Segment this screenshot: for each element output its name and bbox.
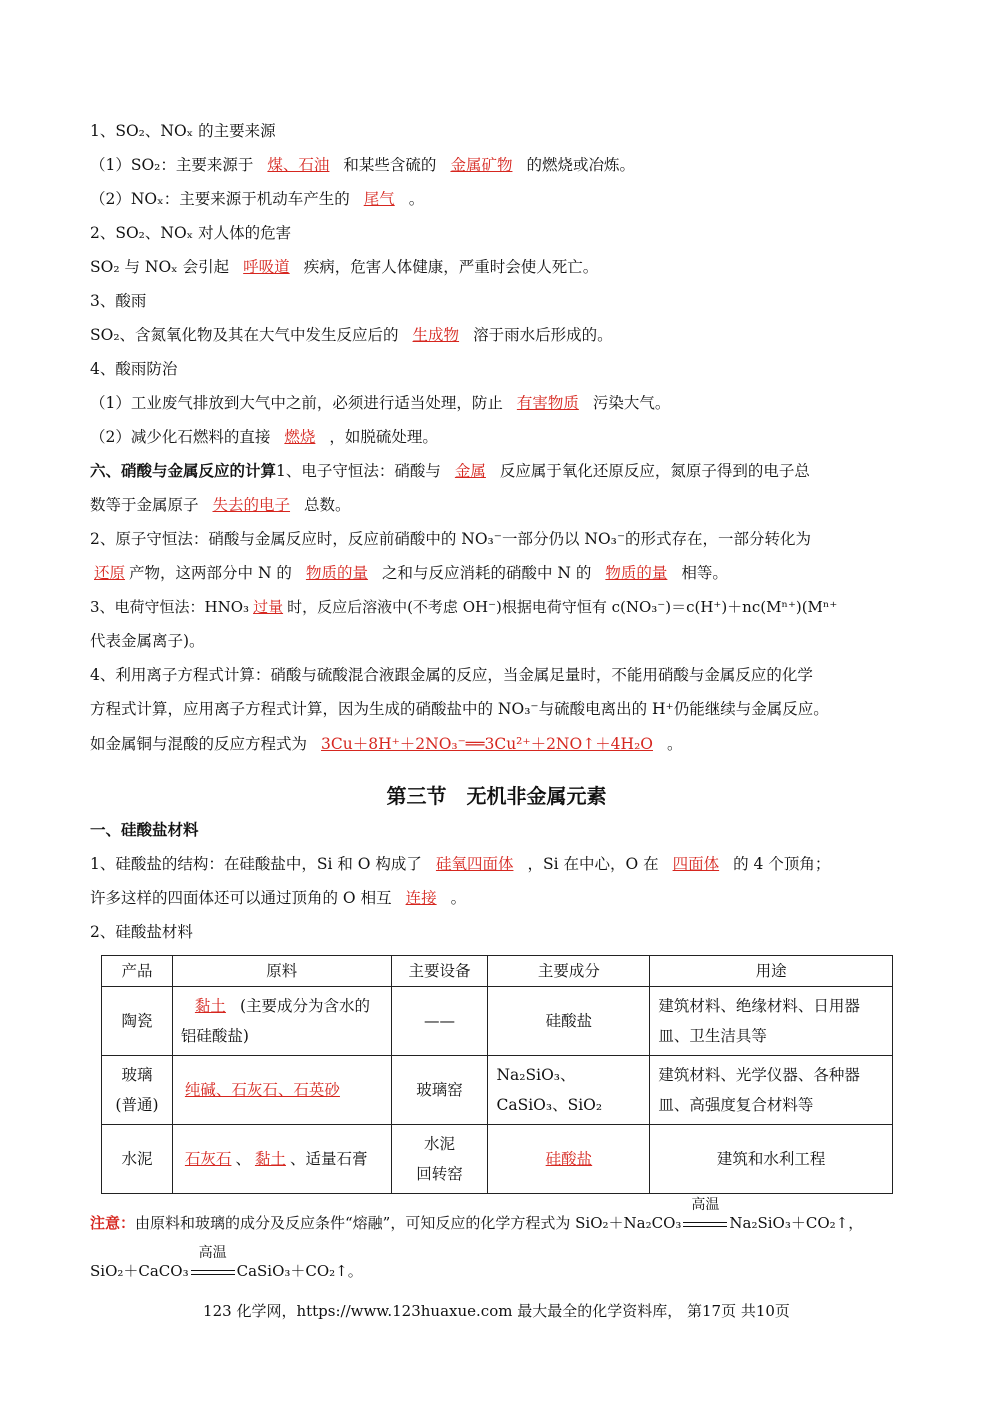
- line-so2-source: （1）SO₂：主要来源于 煤、石油 和某些含硫的 金属矿物 的燃烧或冶炼。: [90, 156, 635, 174]
- line-atom-conservation: 2、原子守恒法：硝酸与金属反应时，反应前硝酸中的 NO₃⁻一部分仍以 NO₃⁻的形式存在，一部分转化为: [90, 530, 812, 548]
- answer-lost-electrons: 失去的电子: [212, 496, 291, 514]
- cell-raw-material: 黏土 (主要成分为含水的铝硅酸盐): [172, 987, 391, 1056]
- heading-harm: 2、SO₂、NOₓ 对人体的危害: [90, 224, 292, 242]
- answer-silicate: 硅酸盐: [545, 1150, 593, 1168]
- note-line-2: SiO₂＋CaCO₃ 高温 CaSiO₃＋CO₂↑。: [90, 1245, 363, 1280]
- double-arrow-icon: [683, 1222, 727, 1227]
- cell-equipment: 水泥 回转窑: [391, 1125, 488, 1194]
- line-ionic-equation-cont: 方程式计算，应用离子方程式计算，因为生成的硝酸盐中的 NO₃⁻与硫酸电离出的 H⁺仍能继续与金属反应。: [90, 700, 829, 718]
- heading-prevention: 4、酸雨防治: [90, 360, 178, 378]
- answer-burning: 燃烧: [284, 428, 316, 446]
- answer-connect: 连接: [405, 889, 437, 907]
- answer-metal-ore: 金属矿物: [450, 156, 513, 174]
- heading-silicate-materials: 一、硅酸盐材料: [90, 820, 199, 839]
- note-label: 注意：: [90, 1214, 136, 1232]
- line-prevention-1: （1）工业废气排放到大气中之前，必须进行适当处理，防止 有害物质 污染大气。: [90, 394, 671, 412]
- heading-sources: 1、SO₂、NOₓ 的主要来源: [90, 122, 276, 140]
- line-copper-reaction: 如金属铜与混酸的反应方程式为 3Cu＋8H⁺＋2NO₃⁻══3Cu²⁺＋2NO↑＋4H₂O 。: [90, 735, 683, 753]
- line-silicate-structure-cont: 许多这样的四面体还可以通过顶角的 O 相互 连接 。: [90, 889, 467, 907]
- answer-exhaust: 尾气: [363, 190, 395, 208]
- double-arrow-icon: [191, 1270, 235, 1275]
- header-use: 用途: [650, 956, 893, 987]
- cell-equipment: 玻璃窑: [391, 1056, 488, 1125]
- table-header-row: [102, 956, 893, 987]
- cell-product: 玻璃 (普通): [102, 1056, 173, 1125]
- cell-product: 水泥: [102, 1125, 173, 1194]
- cell-use: 建筑材料、绝缘材料、日用器皿、卫生洁具等: [650, 987, 893, 1056]
- cell-raw-material: 石灰石 、 黏土 、适量石膏: [172, 1125, 391, 1194]
- reaction-condition: 高温: [681, 1212, 729, 1234]
- cell-use: 建筑和水利工程: [650, 1125, 893, 1194]
- heading-acid-rain: 3、酸雨: [90, 292, 147, 310]
- line-acid-rain: SO₂、含氮氧化物及其在大气中发生反应后的 生成物 溶于雨水后形成的。: [90, 326, 613, 344]
- section-six-title: 六、硝酸与金属反应的计算: [90, 461, 277, 480]
- header-product: 产品: [102, 956, 173, 987]
- answer-limestone: 石灰石: [184, 1150, 232, 1168]
- answer-coal-oil: 煤、石油: [267, 156, 330, 174]
- silicate-materials-table: [101, 955, 893, 1194]
- cell-equipment: ——: [391, 987, 488, 1056]
- answer-metal: 金属: [454, 462, 486, 480]
- cell-product: 陶瓷: [102, 987, 173, 1056]
- line-prevention-2: （2）减少化石燃料的直接 燃烧 ，如脱硫处理。: [90, 428, 438, 446]
- reaction-condition: 高温: [189, 1260, 237, 1282]
- table-row: [102, 987, 893, 1056]
- cell-use: 建筑材料、光学仪器、各种器皿、高强度复合材料等: [650, 1056, 893, 1125]
- note-line-1: 注意：由原料和玻璃的成分及反应条件“熔融”，可知反应的化学方程式为 SiO₂＋Na₂CO₃ 高温 Na₂SiO₃＋CO₂↑，: [90, 1197, 864, 1232]
- line-charge-conservation-cont: 代表金属离子)。: [90, 632, 205, 650]
- line-electron-conservation: 六、硝酸与金属反应的计算1、电子守恒法：硝酸与 金属 反应属于氧化还原反应，氮原子得到的电子总: [90, 461, 810, 480]
- answer-product: 生成物: [412, 326, 460, 344]
- answer-harmful-substance: 有害物质: [516, 394, 579, 412]
- line-electron-conservation-cont: 数等于金属原子 失去的电子 总数。: [90, 496, 351, 514]
- answer-amount-1: 物质的量: [305, 564, 368, 582]
- cell-composition: Na₂SiO₃、CaSiO₃、SiO₂: [488, 1056, 650, 1125]
- table-row: [102, 1056, 893, 1125]
- line-nox-source: （2）NOₓ：主要来源于机动车产生的 尾气 。: [90, 190, 425, 208]
- line-harm: SO₂ 与 NOₓ 会引起 呼吸道 疾病，危害人体健康，严重时会使人死亡。: [90, 258, 599, 276]
- line-atom-conservation-cont: 还原 产物，这两部分中 N 的 物质的量 之和与反应消耗的硝酸中 N 的 物质的量 相等。: [90, 562, 923, 584]
- answer-clay-2: 黏土: [254, 1150, 286, 1168]
- answer-reduction: 还原: [94, 564, 126, 582]
- header-equipment: 主要设备: [391, 956, 488, 987]
- header-raw-material: 原料: [172, 956, 391, 987]
- answer-tetrahedron-2: 四面体: [672, 855, 720, 873]
- heading-silicate-list: 2、硅酸盐材料: [90, 923, 193, 941]
- answer-excess: 过量: [253, 598, 284, 616]
- line-ionic-equation: 4、利用离子方程式计算：硝酸与硫酸混合液跟金属的反应，当金属足量时，不能用硝酸与金属反应的化学: [90, 666, 813, 684]
- page-footer: 123 化学网，https://www.123huaxue.com 最大最全的化学资料库， 第17页 共10页: [203, 1302, 790, 1320]
- answer-copper-equation: 3Cu＋8H⁺＋2NO₃⁻══3Cu²⁺＋2NO↑＋4H₂O: [321, 735, 653, 753]
- answer-tetrahedron: 硅氧四面体: [435, 855, 514, 873]
- cell-composition: [488, 1125, 650, 1194]
- answer-respiratory: 呼吸道: [243, 258, 290, 276]
- header-composition: 主要成分: [488, 956, 650, 987]
- section-title: 第三节 无机非金属元素: [386, 784, 607, 808]
- answer-glass-raw: 纯碱、石灰石、石英砂: [184, 1081, 340, 1099]
- line-silicate-structure: 1、硅酸盐的结构：在硅酸盐中，Si 和 O 构成了 硅氧四面体 ，Si 在中心，O 在 四面体 的 4 个顶角；: [90, 855, 831, 873]
- answer-clay: 黏土: [194, 997, 226, 1015]
- answer-amount-2: 物质的量: [605, 564, 668, 582]
- cell-raw-material: [172, 1056, 391, 1125]
- cell-composition: 硅酸盐: [488, 987, 650, 1056]
- table-row: [102, 1125, 893, 1194]
- line-charge-conservation: 3、电荷守恒法：HNO₃ 过量 时，反应后溶液中(不考虑 OH⁻)根据电荷守恒有 c(NO₃⁻)＝c(H⁺)＋nc(Mⁿ⁺)(Mⁿ⁺: [90, 598, 838, 616]
